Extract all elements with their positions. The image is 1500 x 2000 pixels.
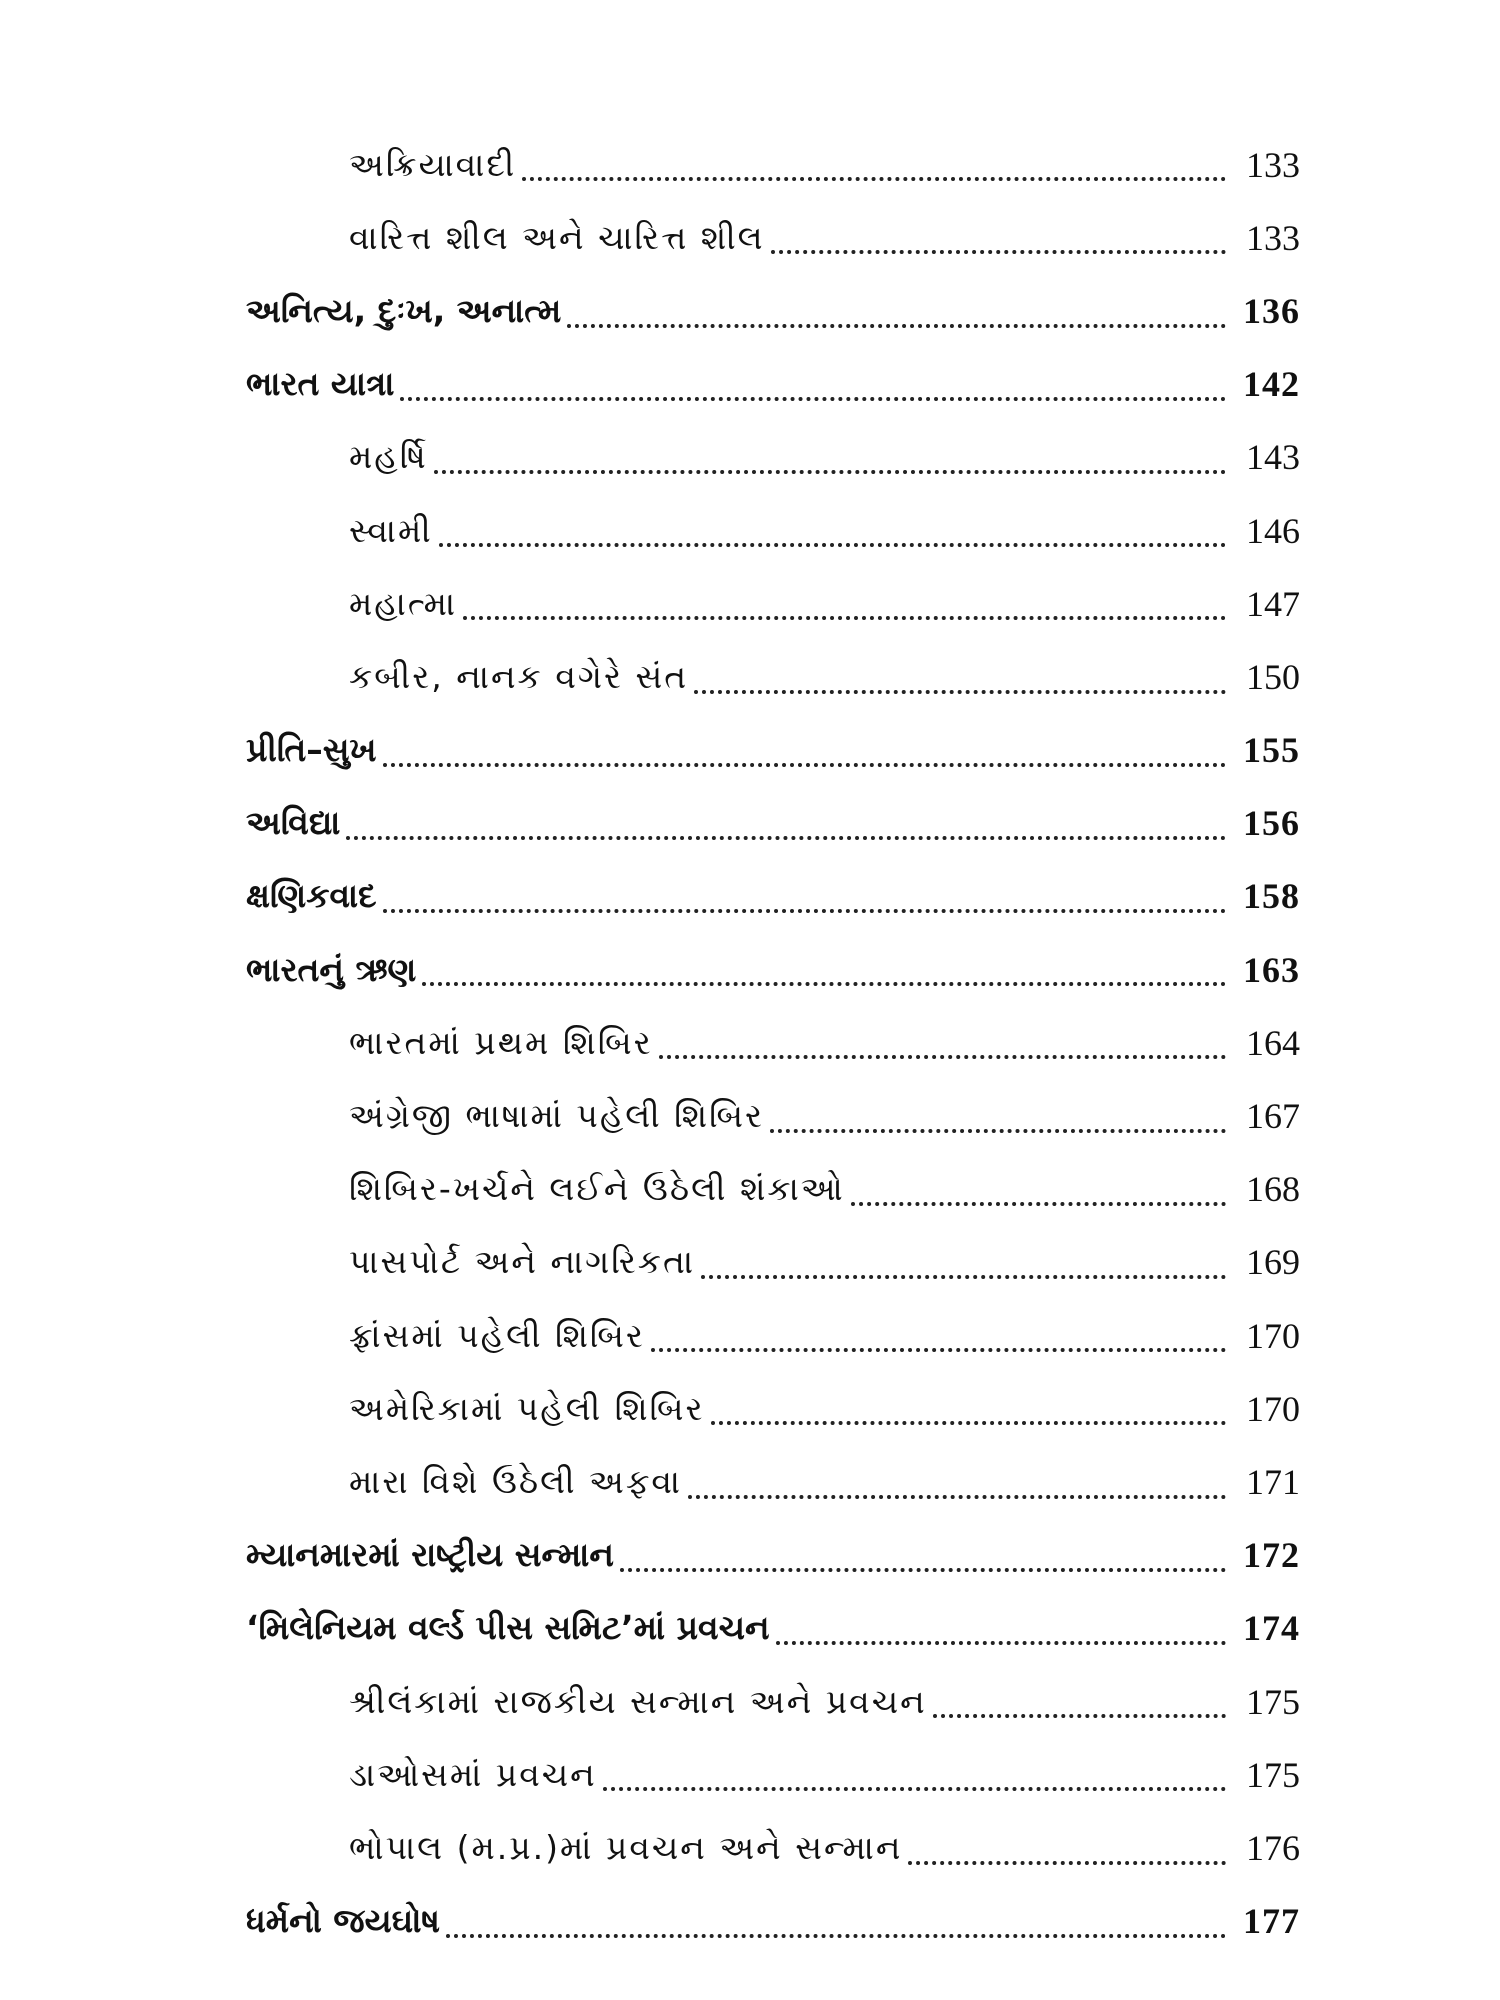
toc-entry-page-number: 175 [1246,1681,1300,1722]
toc-entry-page-number: 170 [1246,1315,1300,1356]
toc-section-row [0,1445,1500,1518]
dot-leader [383,763,1226,767]
toc-entry-page-number: 170 [1246,1388,1300,1429]
toc-entry-page-number: 133 [1246,144,1300,185]
toc-entry-page-number: 167 [1246,1096,1300,1137]
toc-chapter-row [0,1592,1500,1665]
toc-entry-title: પાસપોર્ટ અને નાગરિકતા [349,1242,696,1282]
toc-section-row [0,1153,1500,1226]
toc-entry-title: ધર્મનો જયઘોષ [246,1901,440,1941]
toc-entry-page-number: 142 [1243,364,1300,405]
toc-section-row [0,1372,1500,1445]
toc-section-row [0,1811,1500,1884]
toc-entry-page-number: 174 [1243,1608,1300,1649]
toc-entry-title: અમેરિકામાં પહેલી શિબિર [349,1388,705,1428]
toc-chapter-row [0,714,1500,787]
toc-entry-page-number: 171 [1246,1461,1300,1502]
toc-entry-page-number: 136 [1243,290,1300,331]
dot-leader [422,982,1226,986]
toc-entry-page-number: 156 [1243,803,1300,844]
dot-leader [659,1055,1226,1059]
dot-leader [770,1129,1226,1133]
toc-entry-title: વારિત્ત શીલ અને ચારિત્ત શીલ [349,217,765,257]
toc-section-row [0,201,1500,274]
dot-leader [620,1568,1226,1572]
toc-section-row [0,421,1500,494]
dot-leader [522,177,1226,181]
toc-entry-page-number: 172 [1243,1535,1300,1576]
toc-chapter-row [0,348,1500,421]
toc-entry-page-number: 147 [1246,583,1300,624]
dot-leader [771,250,1226,254]
toc-section-row [0,1079,1500,1152]
toc-entry-title: ભારત યાત્રા [246,364,395,404]
toc-section-row [0,1226,1500,1299]
dot-leader [439,543,1226,547]
toc-entry-page-number: 169 [1246,1242,1300,1283]
toc-entry-title: અવિદ્યા [246,803,341,843]
dot-leader [694,690,1226,694]
toc-entry-title: પ્રીતિ–સુખ [246,730,377,770]
dot-leader [400,397,1226,401]
dot-leader [434,470,1226,474]
dot-leader [776,1641,1226,1645]
toc-entry-page-number: 158 [1243,876,1300,917]
dot-leader [346,836,1226,840]
toc-section-row [0,640,1500,713]
dot-leader [567,324,1226,328]
dot-leader [701,1275,1226,1279]
toc-section-row [0,1665,1500,1738]
dot-leader [446,1934,1226,1938]
toc-entry-title: મ્યાનમારમાં રાષ્ટ્રીય સન્માન [246,1535,614,1575]
toc-entry-title: મહર્ષિ [349,437,428,477]
toc-entry-title: ભોપાલ (મ.પ્ર.)માં પ્રવચન અને સન્માન [349,1827,903,1867]
toc-entry-page-number: 146 [1246,510,1300,551]
toc-section-row [0,1738,1500,1811]
toc-entry-title: કબીર, નાનક વગેરે સંત [349,656,689,696]
toc-entry-title: શિબિર-ખર્ચને લઈને ઉઠેલી શંકાઓ [349,1169,845,1209]
toc-entry-page-number: 168 [1246,1169,1300,1210]
toc-entry-title: અંગ્રેજી ભાષામાં પહેલી શિબિર [349,1096,765,1136]
dot-leader [383,909,1226,913]
toc-entry-title: મારા વિશે ઉઠેલી અફવા [349,1461,683,1501]
dot-leader [603,1787,1226,1791]
toc-chapter-row [0,274,1500,347]
toc-entry-page-number: 163 [1243,949,1300,990]
toc-section-row [0,567,1500,640]
toc-entry-title: મહાત્મા [349,583,458,623]
table-of-contents [0,128,1500,1958]
toc-chapter-row [0,1885,1500,1958]
toc-entry-title: શ્રીલંકામાં રાજકીય સન્માન અને પ્રવચન [349,1681,927,1721]
toc-entry-page-number: 175 [1246,1754,1300,1795]
toc-entry-title: ડાઓસમાં પ્રવચન [349,1754,597,1794]
dot-leader [463,616,1226,620]
toc-chapter-row [0,1519,1500,1592]
dot-leader [688,1495,1226,1499]
toc-section-row [0,128,1500,201]
toc-chapter-row [0,860,1500,933]
toc-entry-page-number: 177 [1243,1901,1300,1942]
toc-entry-page-number: 143 [1246,437,1300,478]
toc-section-row [0,1006,1500,1079]
toc-entry-title: ફ્રાંસમાં પહેલી શિબિર [349,1315,645,1355]
toc-entry-title: અક્રિયાવાદી [349,144,517,184]
toc-entry-title: ‘મિલેનિયમ વર્લ્ડ પીસ સમિટ’માં પ્રવચન [246,1608,770,1648]
toc-entry-page-number: 176 [1246,1827,1300,1868]
dot-leader [933,1714,1226,1718]
toc-entry-page-number: 133 [1246,217,1300,258]
dot-leader [851,1202,1226,1206]
toc-chapter-row [0,787,1500,860]
toc-section-row [0,1299,1500,1372]
toc-entry-page-number: 150 [1246,656,1300,697]
toc-chapter-row [0,933,1500,1006]
toc-entry-title: ભારતનું ઋણ [246,949,417,989]
toc-entry-title: ક્ષણિકવાદ [246,876,377,916]
toc-entry-title: ભારતમાં પ્રથમ શિબિર [349,1022,653,1062]
dot-leader [651,1348,1226,1352]
toc-section-row [0,494,1500,567]
toc-entry-title: અનિત્ય, દુઃખ, અનાત્મ [246,290,562,330]
toc-entry-title: સ્વામી [349,510,433,550]
toc-entry-page-number: 155 [1243,730,1300,771]
dot-leader [711,1421,1226,1425]
dot-leader [908,1861,1226,1865]
toc-entry-page-number: 164 [1246,1022,1300,1063]
